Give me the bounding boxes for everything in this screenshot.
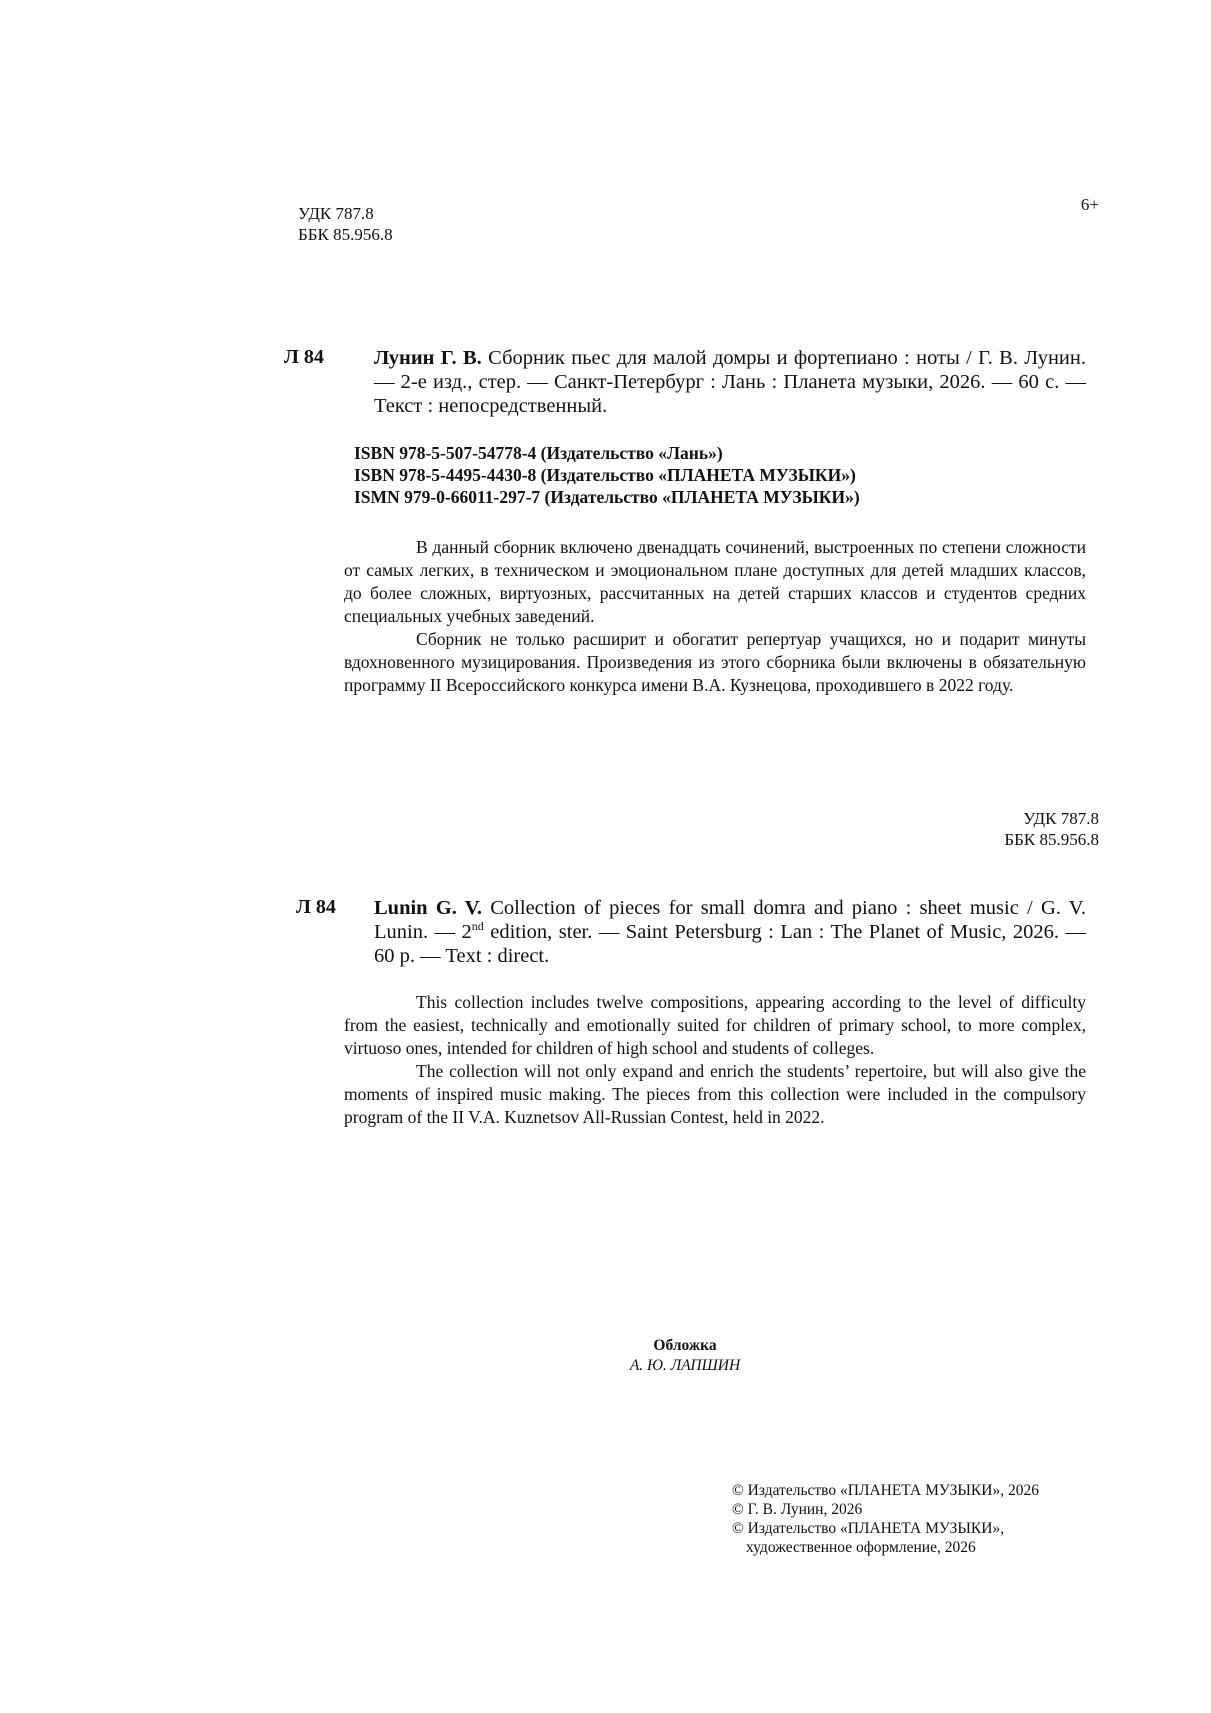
bbk-code: ББК 85.956.8 bbox=[298, 225, 393, 244]
isbn-line: ISBN 978-5-507-54778-4 (Издательство «Лань») bbox=[354, 443, 723, 463]
cover-title: Обложка bbox=[653, 1337, 717, 1354]
copyright-line: © Издательство «ПЛАНЕТА МУЗЫКИ», 2026 bbox=[732, 1482, 1039, 1499]
bibliographic-entry-en bbox=[374, 896, 1086, 968]
cover-credit bbox=[560, 1336, 810, 1376]
entry-description-en: Collection of pieces for small domra and piano : sheet music / G. V. Lunin. — 2 bbox=[374, 897, 1087, 943]
author-sign-en: Л 84 bbox=[296, 896, 336, 918]
bbk-code: ББК 85.956.8 bbox=[1004, 830, 1099, 849]
copyright-line: © Издательство «ПЛАНЕТА МУЗЫКИ», художественное оформление, 2026 bbox=[732, 1520, 1005, 1556]
ismn-line: ISMN 979-0-66011-297-7 (Издательство «ПЛАНЕТА МУЗЫКИ») bbox=[354, 487, 860, 507]
isbn-list bbox=[354, 442, 860, 508]
entry-description-ru: Сборник пьес для малой домры и фортепиано : ноты / Г. В. Лунин. — 2-е изд., стер. — Санкт-Петербург : Лань : Планета музыки, 2026. — 60 с. — Текст : непосредственный. bbox=[374, 347, 1086, 417]
edition-superscript: nd bbox=[471, 919, 484, 934]
udk-code: УДК 787.8 bbox=[1023, 809, 1099, 828]
isbn-line: ISBN 978-5-4495-4430-8 (Издательство «ПЛАНЕТА МУЗЫКИ») bbox=[354, 465, 856, 485]
abstract-paragraph: В данный сборник включено двенадцать сочинений, выстроенных по степени сложности от самых легких, в техническом и эмоциональном плане доступных для детей младших классов, до более сложных, виртуозных, рассчитанных на детей старших классов и студентов средних специальных учебных заведений. bbox=[344, 537, 1086, 626]
abstract-paragraph: Сборник не только расширит и обогатит репертуар учащихся, но и подарит минуты вдохновенного музицирования. Произведения из этого сборника были включены в обязательную программу II Всероссийского конкурса имени В.А. Кузнецова, проходившего в 2022 году. bbox=[344, 629, 1086, 695]
abstract-en bbox=[344, 991, 1086, 1129]
udk-bbk-block bbox=[298, 203, 393, 245]
abstract-ru bbox=[344, 536, 1086, 697]
udk-bbk-block-en bbox=[1004, 808, 1099, 850]
age-rating: 6+ bbox=[1080, 195, 1099, 214]
entry-description-en-cont: edition, ster. — Saint Petersburg : Lan : The Planet of Music, 2026. — 60 p. — Text : direct. bbox=[374, 921, 1086, 967]
bibliographic-entry-ru bbox=[374, 346, 1086, 418]
author-name-ru: Лунин Г. В. bbox=[374, 347, 482, 369]
author-sign-ru: Л 84 bbox=[284, 346, 324, 368]
copyright-line: © Г. В. Лунин, 2026 bbox=[732, 1501, 863, 1518]
abstract-paragraph: This collection includes twelve compositions, appearing according to the level of difficulty from the easiest, technically and emotionally suited for children of primary school, to more complex, virtuoso ones, intended for children of high school and students of colleges. bbox=[344, 992, 1086, 1058]
cover-designer: А. Ю. ЛАПШИН bbox=[629, 1357, 741, 1374]
abstract-paragraph: The collection will not only expand and enrich the students’ repertoire, but will also give the moments of inspired music making. The pieces from this collection were included in the compulsory program of the II V.A. Kuznetsov All-Russian Contest, held in 2022. bbox=[344, 1061, 1086, 1127]
copyright-block bbox=[732, 1481, 1082, 1557]
author-name-en: Lunin G. V. bbox=[374, 897, 483, 919]
udk-code: УДК 787.8 bbox=[298, 204, 374, 223]
